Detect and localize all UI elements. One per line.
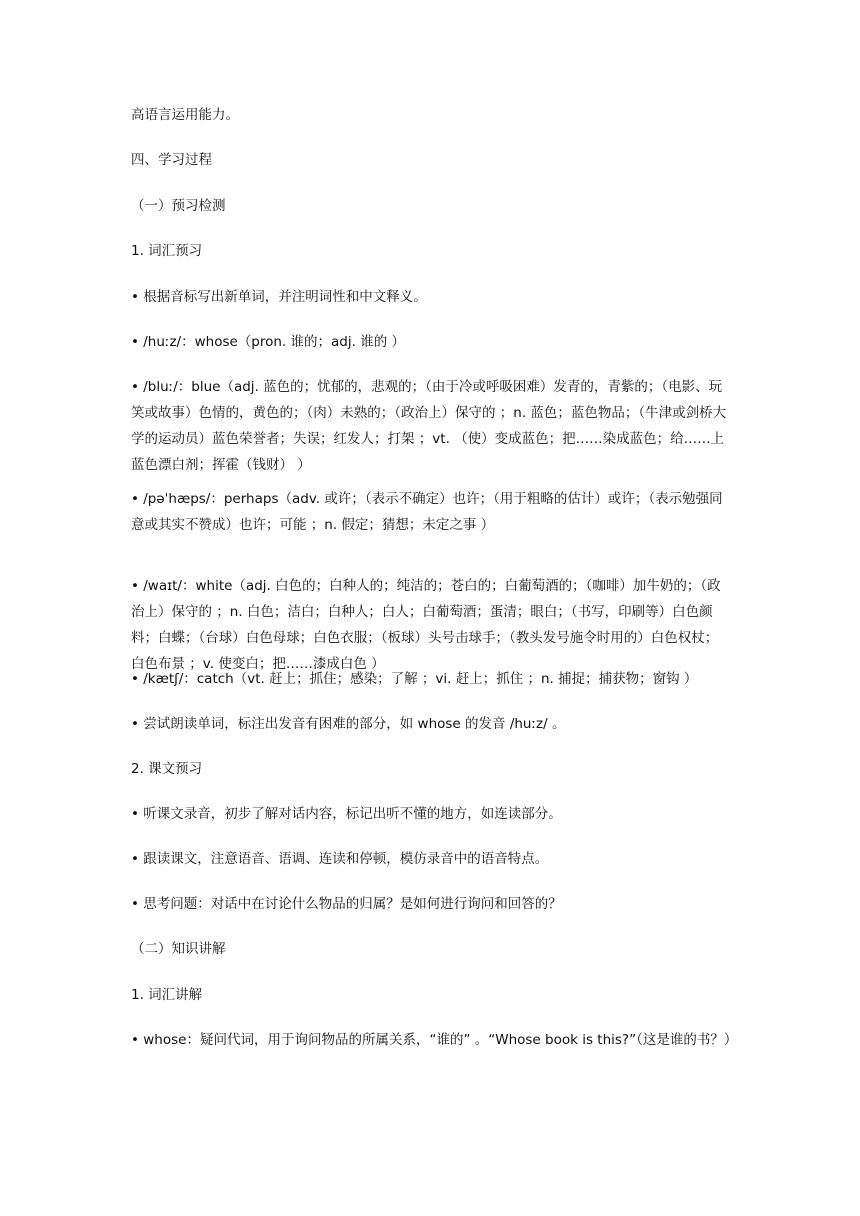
bullet-listen-recording: • 听课文录音，初步了解对话内容，标记出听不懂的地方，如连读部分。 (131, 806, 562, 822)
bullet-word-perhaps: • /pəˈhæps/：perhaps（adv. 或许；（表示不确定）也许；（用于粗略的估计）或许；（表示勉强同意或其实不赞成）也许；可能 ；n. 假定；猜想；未定之事 ） (131, 491, 723, 533)
item-heading-text-preview: 2. 课文预习 (131, 761, 203, 777)
section-heading-learning-process: 四、学习过程 (131, 152, 212, 168)
bullet-write-words: • 根据音标写出新单词，并注明词性和中文释义。 (131, 289, 427, 305)
item-heading-vocabulary-preview: 1. 词汇预习 (131, 243, 203, 259)
bullet-whose-explanation: • whose：疑问代词，用于询问物品的所属关系，“谁的” 。“Whose book is this?”（这是谁的书？） (131, 1032, 738, 1048)
subsection-heading-preview-check: （一）预习检测 (131, 198, 226, 214)
paragraph-intro-continuation: 高语言运用能力。 (131, 107, 239, 123)
bullet-read-aloud: • 尝试朗读单词，标注出发音有困难的部分，如 whose 的发音 /huːz/ 。 (131, 716, 566, 732)
bullet-follow-reading: • 跟读课文，注意语音、语调、连读和停顿，模仿录音中的语音特点。 (131, 851, 549, 867)
bullet-word-white: • /waɪt/：white（adj. 白色的；白种人的；纯洁的；苍白的；白葡萄酒的；（咖啡）加牛奶的；（政治上）保守的 ；n. 白色；洁白；白种人；白人；白葡萄酒；蛋清；眼白；（书写，印刷等）白色颜料；白蝶；（台球）白色母球；白色衣服；（板球）头号击球手；（教头发号施令时用的）白色权杖；白色布景 ；v. 使变白；把……漆成白色 ） (131, 578, 721, 672)
item-heading-vocabulary-explanation: 1. 词汇讲解 (131, 987, 203, 1003)
bullet-word-blue: • /bluː/：blue（adj. 蓝色的；忧郁的，悲观的；（由于冷或呼吸困难）发青的，青紫的；（电影、玩笑或故事）色情的，黄色的；（肉）未熟的；（政治上）保守的 ；n. 蓝色；蓝色物品；（牛津或剑桥大学的运动员）蓝色荣誉者；失误；红发人；打架 ；vt. （使）变成蓝色；把……染成蓝色；给……上蓝色漂白剂；挥霍（钱财） ） (131, 379, 727, 473)
bullet-think-question: • 思考问题：对话中在讨论什么物品的归属？是如何进行询问和回答的？ (131, 896, 562, 912)
bullet-word-whose: • /huːz/：whose（pron. 谁的；adj. 谁的 ） (131, 334, 405, 350)
bullet-word-catch: • /kætʃ/：catch（vt. 赶上；抓住；感染；了解 ；vi. 赶上；抓住 ；n. 捕捉；捕获物；窗钩 ） (131, 671, 698, 687)
subsection-heading-knowledge: （二）知识讲解 (131, 941, 226, 957)
